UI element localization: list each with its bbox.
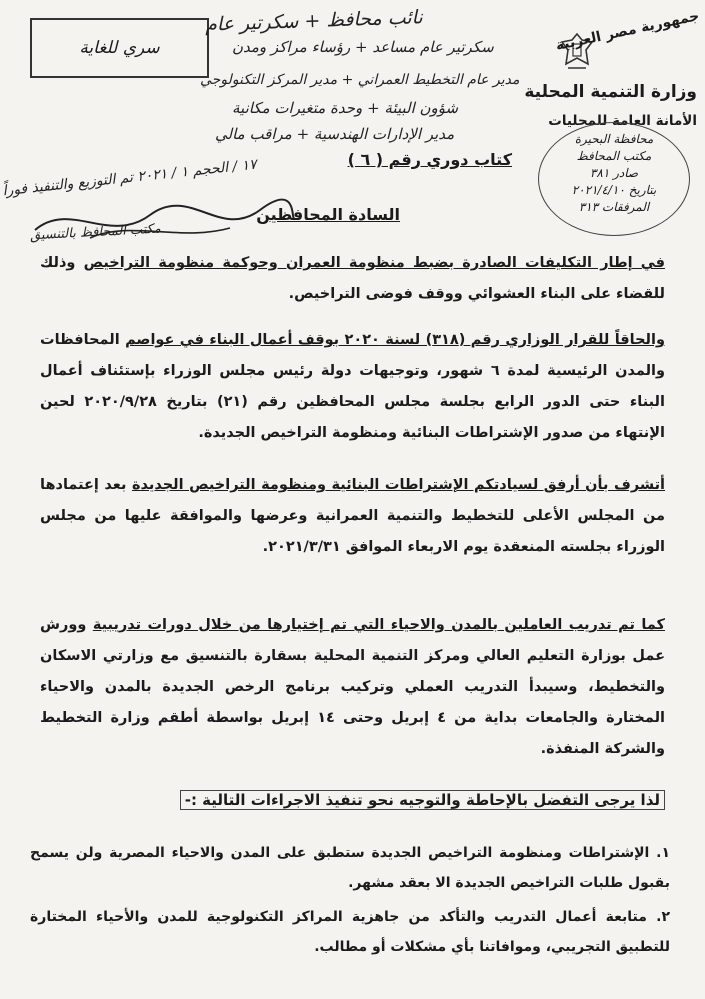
incoming-stamp xyxy=(538,122,690,236)
handwritten-line-2: سكرتير عام مساعد + رؤساء مراكز ومدن xyxy=(232,38,494,56)
circular-title: كتاب دوري رقم ( ٦ ) xyxy=(347,150,512,169)
stamp-office: مكتب المحافظ xyxy=(576,149,652,163)
request-heading xyxy=(105,791,665,809)
handwritten-line-5: مدير الإدارات الهندسية + مراقب مالي xyxy=(215,125,455,143)
paragraph-1 xyxy=(40,248,665,310)
paragraph-2-rest: المحافظات والمدن الرئيسية لمدة ٦ شهور، وتوجيهات دولة رئيس مجلس الوزراء بإستئناف أعمال البناء حتى الدور الرابع بجلسة مجلس المحافظين رقم (٢١) بتاريخ ٢٠٢٠/٩/٢٨ لحين الإنتهاء من صدور الإشتراطات البنائية ومنظومة التراخيص الجديدة. xyxy=(40,332,665,441)
handwritten-line-6: ١٧ / الحجم ١ / ٢٠٢١ تم التوزيع والتنفيذ فوراً xyxy=(1,156,258,200)
stamp-attachments: المرفقات ٣١٣ xyxy=(578,200,650,214)
paragraph-4-lead: كما تم تدريب العاملين بالمدن والاحياء التي تم إختيارها من خلال دورات تدريبية xyxy=(92,617,665,633)
republic-name: جمهورية مصر العربية xyxy=(553,8,701,55)
paragraph-1-lead: في إطار التكليفات الصادرة بضبط منظومة العمران وحوكمة منظومة التراخيص xyxy=(83,255,665,271)
action-item-2: ٢. متابعة أعمال التدريب والتأكد من جاهزية المراكز التكنولوجية للمدن والأحياء المختارة للتطبيق التجريبي، وموافاتنا بأي مشكلات أو مطالب. xyxy=(30,909,670,955)
paragraph-2 xyxy=(40,325,665,449)
confidential-label: سري للغاية xyxy=(79,38,160,58)
handwritten-line-4: شؤون البيئة + وحدة متغيرات مكانية xyxy=(232,99,459,117)
handwritten-line-3: مدير عام التخطيط العمراني + مدير المركز التكنولوجي xyxy=(200,72,520,88)
paragraph-1-rest: وذلك للقضاء على البناء العشوائي ووقف فوضى التراخيص. xyxy=(40,255,665,302)
handwritten-line-7: مكتب المحافظ بالتنسيق xyxy=(29,221,162,244)
ministry-name: وزارة التنمية المحلية xyxy=(524,82,697,102)
action-item-1: ١. الإشتراطات ومنظومة التراخيص الجديدة ستطبق على المدن والاحياء المصرية ولن يسمح بقبول طلبات التراخيص الجديدة الا بعقد مشهر. xyxy=(30,845,670,891)
stamp-issue-no: صادر ٣٨١ xyxy=(589,166,639,180)
stamp-date: بتاريخ ٢٠٢١/٤/١٠ xyxy=(571,183,657,197)
paragraph-2-lead: والحاقاً للقرار الوزاري رقم (٣١٨) لسنة ٢٠٢٠ بوقف أعمال البناء في عواصم xyxy=(125,332,665,348)
paragraph-3 xyxy=(40,470,665,563)
stamp-governorate: محافظة البحيرة xyxy=(574,132,654,146)
paragraph-4-rest: وورش عمل بوزارة التعليم العالي ومركز التنمية المحلية بسقارة بالتنسيق مع وزارتي الاسكان والتخطيط، وسيبدأ التدريب العملي وتركيب برنامج الرخص الجديدة بالمدن والاحياء المختارة والجامعات بداية من ٤ إبريل وحتى ١٤ إبريل بواسطة أطقم وزارة التخطيط والشركة المنفذة. xyxy=(40,617,665,757)
paragraph-3-lead: أتشرف بأن أرفق لسيادتكم الإشتراطات البنائية ومنظومة التراخيص الجديدة xyxy=(131,477,666,493)
request-heading-text: لذا يرجى التفضل بالإحاطة والتوجيه نحو تنفيذ الاجراءات التالية :- xyxy=(180,790,665,810)
secretariat-name: الأمانة العامة للمحليات xyxy=(548,113,697,129)
recipients-heading: السادة المحافظين xyxy=(256,205,400,224)
paragraph-4 xyxy=(40,610,665,765)
paragraph-3-rest: بعد إعتمادها من المجلس الأعلى للتخطيط والتنمية العمرانية وعرضها والموافقة عليها من مجلس الوزراء بجلسته المنعقدة يوم الاربعاء الموافق ٢٠٢١/٣/٣١. xyxy=(40,477,665,555)
confidential-box xyxy=(30,18,209,78)
handwritten-line-1: نائب محافظ + سكرتير عام xyxy=(204,6,424,36)
